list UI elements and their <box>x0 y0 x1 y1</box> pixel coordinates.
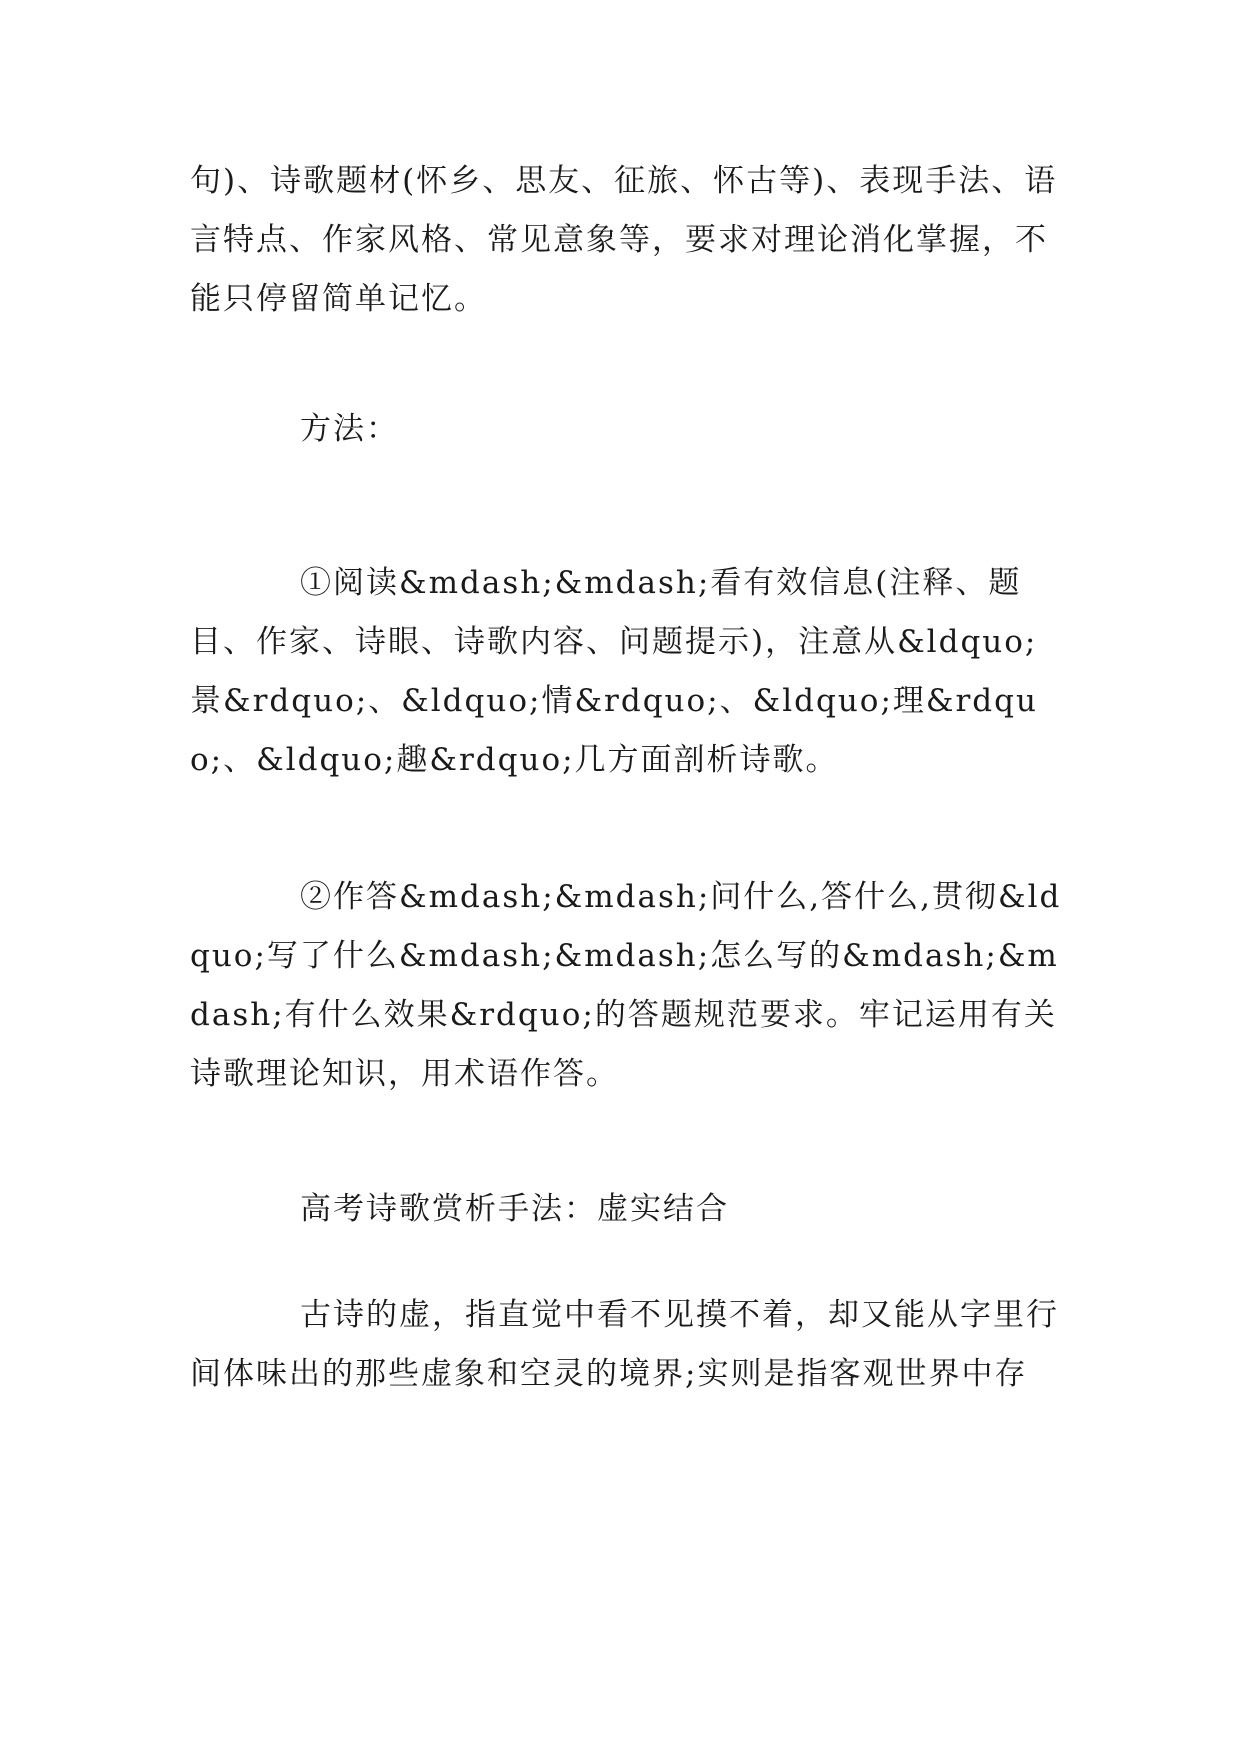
paragraph-answering-method: ②作答&mdash;&mdash;问什么,答什么,贯彻&ldquo;写了什么&mdash;&mdash;怎么写的&mdash;&mdash;有什么效果&rdquo;的答题规范要求。牢记运用有关诗歌理论知识，用术语作答。 <box>190 879 1062 1092</box>
paragraph-xu-shi: 古诗的虚，指直觉中看不见摸不着，却又能从字里行间体味出的那些虚象和空灵的境界;实则是指客观世界中存 <box>190 1297 1059 1392</box>
section-heading: 高考诗歌赏析手法：虚实结合 <box>300 1191 729 1227</box>
method-label: 方法： <box>300 411 399 447</box>
paragraph-reading-method: ①阅读&mdash;&mdash;看有效信息(注释、题目、作家、诗眼、诗歌内容、问题提示)，注意从&ldquo;景&rdquo;、&ldquo;情&rdquo;、&ldquo;理&rdquo;、&ldquo;趣&rdquo;几方面剖析诗歌。 <box>190 565 1038 778</box>
paragraph-continuation: 句)、诗歌题材(怀乡、思友、征旅、怀古等)、表现手法、语言特点、作家风格、常见意象等，要求对理论消化掌握，不能只停留简单记忆。 <box>190 163 1058 317</box>
